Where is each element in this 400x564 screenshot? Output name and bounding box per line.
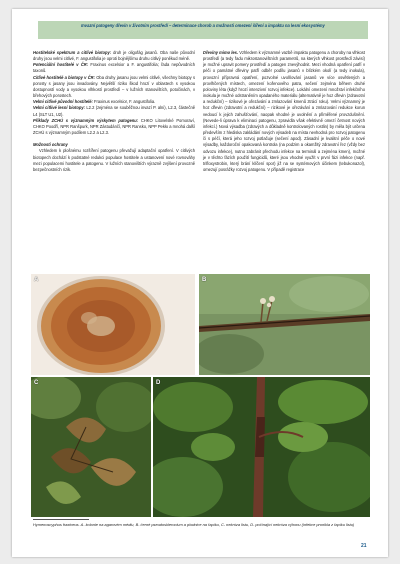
caption-divider — [33, 519, 89, 520]
running-header — [38, 21, 368, 39]
paragraph-protected-areas — [33, 118, 195, 136]
figure-d-shoot-necrosis — [153, 377, 370, 517]
petri-dish-image — [31, 274, 195, 375]
paragraph-forest-biotopes — [33, 105, 195, 117]
shoot-necrosis-image — [153, 377, 370, 517]
right-column — [203, 50, 365, 173]
petiole-image — [199, 274, 370, 375]
text-native-hosts: Fraxinus excelsior, F. angustifolia. — [92, 99, 156, 105]
figure-label-d: D — [156, 380, 161, 386]
paragraph-host-spectrum — [33, 50, 195, 62]
figure-a-agar-colony — [31, 274, 195, 375]
left-column — [33, 50, 195, 173]
label-forest-biotopes: Velmi citlivé lesní biotopy: — [33, 105, 85, 111]
label-trees-outside-forest: Dřeviny mimo les. — [203, 50, 239, 55]
paragraph-potential-hosts — [33, 62, 195, 74]
paragraph-sensitive-hosts — [33, 75, 195, 100]
text-forest-biotopes: L2.2 (zejména se souběžnou invazí P. alni), L2.3, částečně L4 (SLT U1, U2). — [33, 105, 195, 117]
text-host-spectrum: druh je oligofág jasanů. Oba naše původní druhy jsou velmi citlivé, F. angustifolia je oproti bojnějšímu druhu citlivý poněkud méně. — [33, 50, 195, 62]
running-header-title: Invazní patogeny dřevin v životním prostředí – determinace chorob a možnosti omezení šíření a impaktu na lesní ekosystémy — [81, 23, 325, 28]
figure-c-leaf-necrosis — [31, 377, 151, 517]
label-host-spectrum: Hostitelské spektrum a citlivé biotopy: — [33, 50, 112, 55]
label-sensitive-hosts: Citlivé hostitelé a biotopy v ČR: — [33, 74, 95, 80]
document-page — [12, 9, 388, 557]
text-protected-areas: CHKO Litovelské Pomoraví, CHKO Poodří, NPR Ranšpurk, NPR Zástudánčí, NPR Ransko, NPP Pekło a mnohá další ZCHÚ s významným podílem L2.2 a L2.3. — [33, 117, 195, 136]
text-sensitive-hosts: Oba druhy jasanu jsou velmi citlivé, všechny biotopy s porosty s jasany jsou invadovány. Největší riziko škod hrozí v oblastech s vysokou dostupností vody a vysokou vlhkostí prostředí – v lužních stanovištích, potočinách, v břehových porostech. — [33, 74, 195, 99]
figure-caption: Hymenoscyphus fraxineus. A- kolonie na agarovém médiu, B- černé pseudosklerocium a plodnice na řapíku, C- nekróza listu, D- počínající nekróza výhonu (infekce pronikla z řapíku listu) — [33, 522, 355, 527]
figure-label-a: A — [34, 277, 39, 283]
label-native-hosts: Velmi citlivé původní hostitelé: — [33, 99, 93, 105]
figure-label-c: C — [34, 380, 39, 386]
figure-b-petiole — [199, 274, 370, 375]
label-potential-hosts: Potenciální hostitelé v ČR: — [33, 62, 89, 68]
label-protected-areas: Příklady ZCHÚ s významným výskytem patogenu: — [33, 117, 139, 123]
text-trees-outside-forest: Vzhledem k významné vazbě impaktu patogenu a choroby na vlhkost prostředí (a tedy řadu mikrostanovištních parametrů, na kterých vlhkost prostředí závisí) je možné upravit pomery prostředí a patogen znevýhodnit. Mezi vhodná opatření patří v péči o památné dřeviny patří odběr podílu jasanů v blízkém okolí (a tedy inokula), provozní přípravná opatření, pozvolné uvolňování jasanů ve více osvětlených a provlhčených místech, omezení kořenového patra, sečení zejména během druhé poloviny léta (když hrozí intenzivní rozvoj infekce). Lokální omezení množství infekčního inokula je možné odstraněním opadaného materiálu (alternativně je hoz dřevin (zdravotní a redukční) – rizikové je ořezávání a zmlazování kmenů ztrácí roku). Velmi významný je hoz dřevin (zdravotní a redukční) – rizikové je ořezávání a zmlazování redukce korun vedoucí k jejich zahušťování, naopak vhodné je uvolnění a přiměřené provzdušnění. (Nevede-li úprava k eliminaci patogenu, zpravidla však efektivně omezí četnost nových infekcí.) Nová výsadba (zdravých a důkladně kontrolovaných rostlin) by měla být určena především z hlediska zakládání nových výsadeb na místa nevhodná pro rozvoj patogenu či s péčí, která jeho rozvoj potlačuje (sečení apod). Zásadní je kvalitní péče o nové výsadby, každoroční opakovaná kontrola (na podzim a okamžitý zdravotní řez (vždy bez odvozu infekce), nutno zabránit přechodu infekce na terminál a zejména kmen), možné je v těchto fázích použití fungicidů, které jsou vhodné využít v první fázi infekce (např. trifloxystrobin, který brání klíčení spor) již na se systémových účinkem (tebukonazol), omezují posrážky rozvoj patogenu. V případě registrace — [203, 50, 365, 172]
leaf-necrosis-image — [31, 377, 151, 517]
section-title-protection: Možnosti ochrany — [33, 142, 68, 148]
page-number: 21 — [361, 543, 367, 549]
paragraph-protection: Vzhledem k plošnému rozšíření patogenu převažují adaptační opatření. V citlivých biotopech dochází k podstatné redukci populace hostitele a ustanovení nové rovnováhy mezi populacemi hostitele a patogenu. V lužních stanovištích výrazně zvýšení provozně bezpečnostních rizik. — [33, 148, 195, 172]
figure-label-b: B — [202, 277, 207, 283]
text-potential-hosts: Fraxinus excelsior a F. angustifolia; řada nepůvodních taxonů. — [33, 62, 195, 74]
paragraph-trees-outside-forest — [203, 50, 365, 173]
